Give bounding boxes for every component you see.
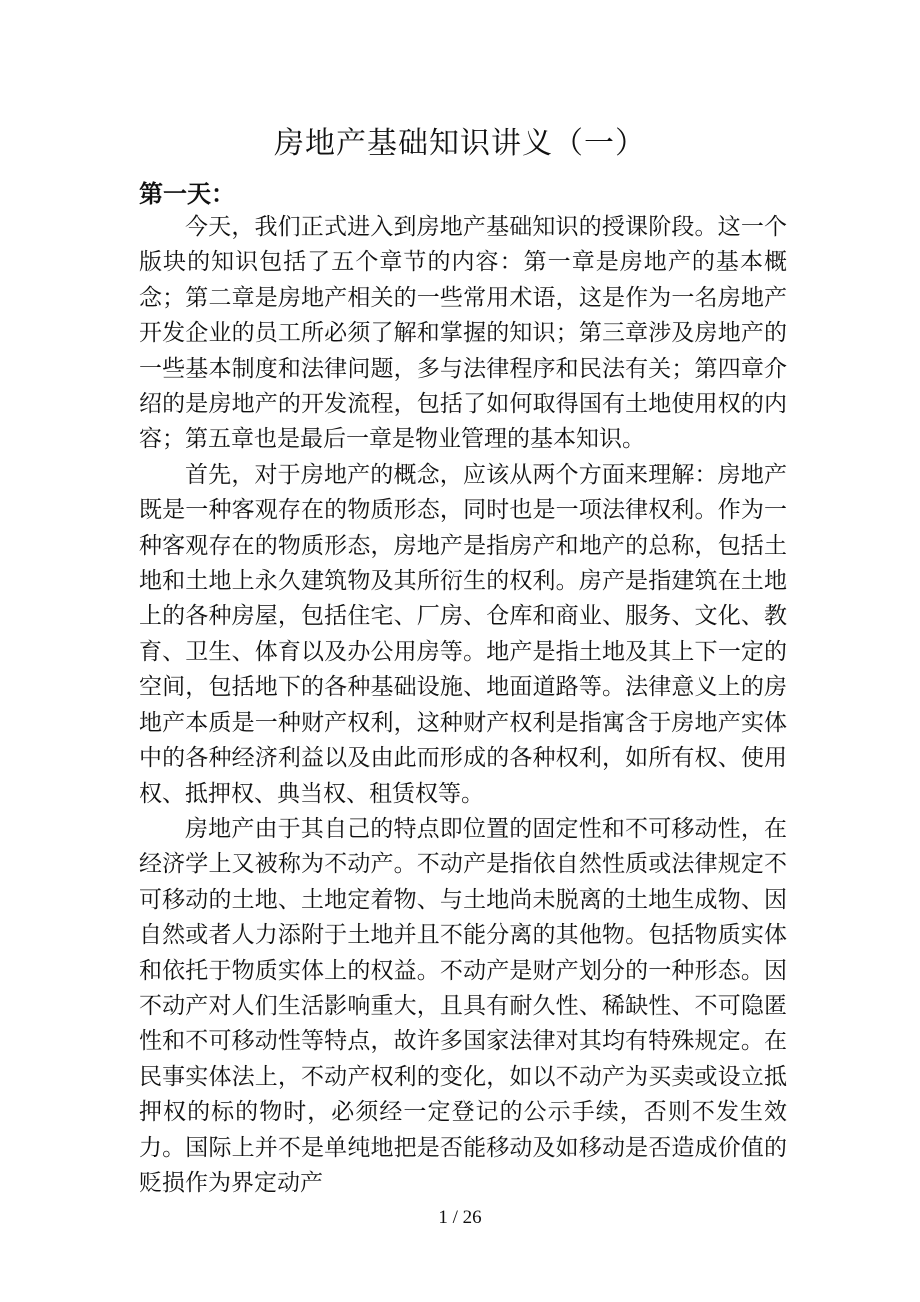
paragraph-immovable-property: 房地产由于其自己的特点即位置的固定性和不可移动性，在经济学上又被称为不动产。不动产是指依自然性质或法律规定不可移动的土地、土地定着物、与土地尚未脱离的土地生成物、因自然或者人力添附于土地并且不能分离的其他物。包括物质实体和依托于物质实体上的权益。不动产是财产划分的一种形态。因不动产对人们生活影响重大，且具有耐久性、稀缺性、不可隐匿性和不可移动性等特点，故许多国家法律对其均有特殊规定。在民事实体法上，不动产权利的变化，如以不动产为买卖或设立抵押权的标的物时，必须经一定登记的公示手续，否则不发生效力。国际上并不是单纯地把是否能移动及如移动是否造成价值的贬损作为界定动产	[139, 815, 787, 1196]
paragraph-intro: 今天，我们正式进入到房地产基础知识的授课阶段。这一个版块的知识包括了五个章节的内容：第一章是房地产的基本概念；第二章是房地产相关的一些常用术语，这是作为一名房地产开发企业的员工所必须了解和掌握的知识；第三章涉及房地产的一些基本制度和法律问题，多与法律程序和民法有关；第四章介绍的是房地产的开发流程，包括了如何取得国有土地使用权的内容；第五章也是最后一章是物业管理的基本知识。	[139, 214, 787, 453]
page-separator: /	[447, 1207, 463, 1228]
page-footer	[0, 1205, 920, 1231]
page-number: 1	[438, 1207, 448, 1228]
section-heading: 第一天：	[139, 179, 235, 208]
paragraph-concept: 首先，对于房地产的概念，应该从两个方面来理解：房地产既是一种客观存在的物质形态，同时也是一项法律权利。作为一种客观存在的物质形态，房地产是指房产和地产的总称，包括土地和土地上永久建筑物及其所衍生的权利。房产是指建筑在土地上的各种房屋，包括住宅、厂房、仓库和商业、服务、文化、教育、卫生、体育以及办公用房等。地产是指土地及其上下一定的空间，包括地下的各种基础设施、地面道路等。法律意义上的房地产本质是一种财产权利，这种财产权利是指寓含于房地产实体中的各种经济利益以及由此而形成的各种权利，如所有权、使用权、抵押权、典当权、租赁权等。	[139, 461, 787, 807]
body-text	[139, 210, 787, 1201]
document-title: 房地产基础知识讲义（一）	[274, 126, 646, 161]
total-pages: 26	[462, 1207, 482, 1228]
